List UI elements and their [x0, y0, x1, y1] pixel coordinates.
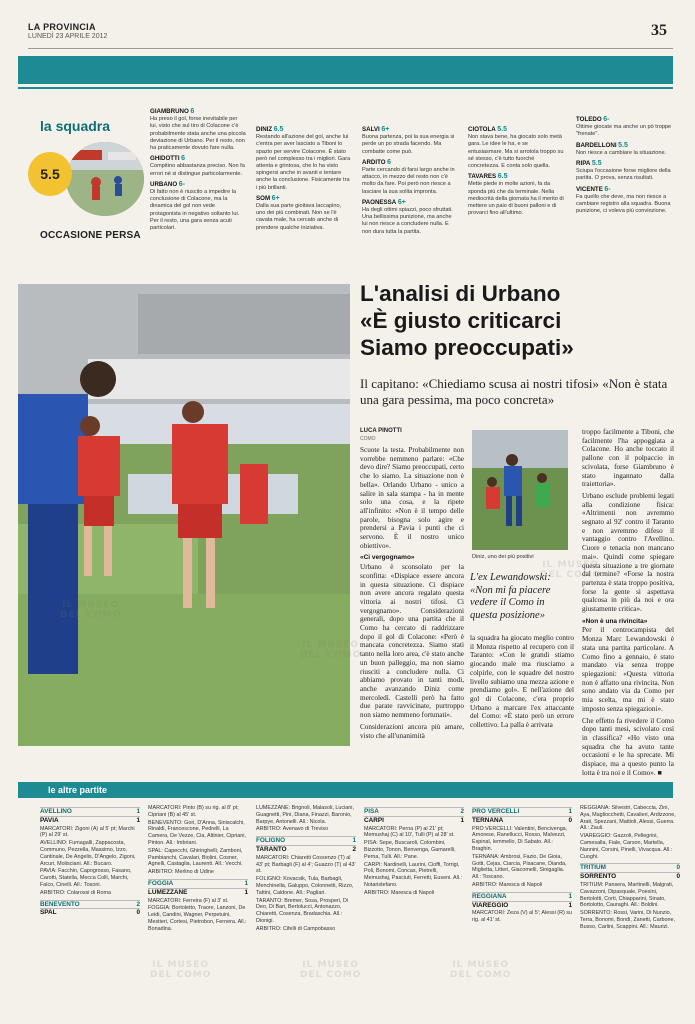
other-matches-banner: le altre partite — [18, 782, 673, 798]
ratings-column-5 — [576, 116, 674, 215]
results-column — [364, 804, 464, 1014]
result-detail-line: MARCATORI: Zigoni (A) al 5' pt; Marchi (P) al 29' st. — [40, 825, 135, 839]
rating-item: TOLEDO 6- Ottime giocate ma anche un pò troppe "frenate". — [576, 116, 672, 138]
main-match-photo — [18, 284, 350, 746]
headline-line: «È giusto criticarci — [360, 308, 562, 333]
result-detail-line: CARPI: Nardinelli, Laurini, Cioffi, Torrigi, Poli, Bonomi, Concas, Pietrelli, Memushaj, Pasciuti, Ferretti, Euseni. All.: Notaristefano. — [364, 861, 462, 888]
ratings-column-2 — [256, 126, 352, 232]
rating-item: BARDELLONI 5.5 Non riesce a cambiare la situazione. — [576, 141, 667, 156]
inset-photo — [472, 430, 568, 550]
result-detail-line: MARCATORI: Ferreira (F) al 3' st. — [148, 897, 229, 904]
top-teal-line — [18, 87, 673, 89]
ratings-column-4 — [468, 126, 564, 217]
article-subhead: Il capitano: «Chiediamo scusa ai nostri tifosi» «Non è stata una gara pessima, ma poco concreta» — [360, 376, 668, 407]
rating-item: CIOTOLA 5.5 Non stava bene, ha giocato solo metà gara. Le idee le ha, e se entusiasmare. Ma si arrotola troppo su sé stesso, c'è tutto fuorché concretezza. E conta solo quella. — [468, 126, 564, 170]
article-paragraph: Per il centrocampista del Monza Marc Lewandowski è stata una partita particolare. A Como fino a gennaio, è stato mandato via senza troppe spiegazioni: «Questa vittoria non è affatto una rivincita. Non sono andato via da Como per mia scelta, ma mi è stato imposto senza spiegazioni». — [582, 626, 674, 713]
rating-item: ARDITO 6 Parte cercando di farsi largo anche in attacco, in mezzo del resto non c'è molto da fare. Poi però non riesce a lasciare la sua solita impronta. — [362, 158, 455, 195]
article-subheading: «Non è una rivincita» — [582, 617, 648, 625]
rating-item: SALVI 6+ Buona partenza, poi la sua energia si perde un po strada facendo. Ma combatte come può. — [362, 126, 455, 155]
result-detail-line: MARCATORI: Chiaretti Cossenzo (T) al 43' pt; Barbagli (F) al 4'; Guazzo (T) al 43' st. — [256, 854, 356, 875]
top-teal-band — [18, 56, 673, 84]
rating-item: RIPA 5.5 Sciupa l'occasione forse migliore della partita. O prova, senza risultati. — [576, 160, 671, 182]
result-away-team: CARPI 1 — [364, 816, 464, 824]
result-detail-line: TERNANA: Ambrosi, Fazio, De Gioia, Gotti, Cejas, Ciarcia, Pisacane, Dianda, Miglietta, Litteri, Giacomelli, Sinigaglia. All.: Toscano. — [472, 853, 567, 881]
article-paragraph: Urbano esclude problemi legati alla condizione fisica: «Altrimenti non avremmo segnato al 92' contro il Taranto e non avremmo difeso il vantaggio contro l'Avellino. Cuore e tenacia non mancano mai». Quindi come spiegare questa situazione a tre giornate dal termine? «Forse la nostra partenza è stata troppo positiva, forse la gente si aspettava qualcosa in più da noi e ora giustamente critica». — [582, 491, 674, 614]
results-column — [580, 804, 680, 1014]
results-column — [148, 804, 248, 1014]
rating-item: GHIDOTTI 6 Compitino abbastanza preciso. Non fa errori né si distingue particolarmente. — [150, 155, 245, 177]
result-detail-line: ARBITRO: Cifelli di Campobasso — [256, 925, 336, 932]
ratings-column-1 — [150, 108, 246, 232]
result-detail-line: SPAL: Capecchi, Ghiringhelli, Zamboni, Pambianchi, Cavalari, Biolini, Cosner, Agnelli, Castaglia, Laurenti. All.: Vecchi. — [148, 847, 243, 868]
article-paragraph: Scuote la testa. Probabilmente non vorrebbe nemmeno parlare: «Che devo dire? Siamo preoccupati, certo che lo siamo. La situazione non è bella». Orlando Urbano - unico a salire in sala stampa - ha in mente solo una cosa, e la ripete all'infinito: «Non è il tempo delle parole, bisogna solo agire e prendersi a Pavia i punti che ci servono. È il nostro unico obiettivo». — [360, 446, 464, 550]
headline-line: Siamo preoccupati» — [360, 335, 574, 360]
rating-item: SOM 6+ Dalla sua parte gioitava laccapino, uno dei più combinati. Non se l'è cavata male, ha cercato anche di prendere qualche iniziativa. — [256, 194, 342, 231]
result-away-team: LUMEZZANE 1 — [148, 888, 248, 896]
result-detail-line: ARBITRO: Merlino di Udine — [148, 869, 214, 876]
result-detail-line: BENEVENTO: Gori, D'Anna, Siniscalchi, Rinaldi, Francescone, Pedrelli, La Camera, De Vezze, Cia, Altinier, Cipriani, Pinton. All.: Imbriani. — [148, 819, 246, 846]
result-detail-line: PAVIA: Facchin, Capogrosso, Fasano, Carotti, Statella, Mecca Colli, Marchi, Falco, Cinelli. All.: Tosoni. — [40, 868, 132, 888]
result-detail-line: FOLIGNO: Kovacsik, Tula, Barbagli, Menchinella, Galuppo, Colonnetti, Rizzo, Tattini, Caldone. All.: Pagliari. — [256, 876, 354, 896]
article-author: LUCA PINOTTI — [360, 428, 402, 434]
watermark: IL MUSEO DEL COMO — [150, 960, 212, 980]
article-column-3 — [582, 428, 674, 777]
watermark: IL MUSEO DEL COMO — [60, 600, 122, 620]
result-detail-line: TARANTO: Bremer, Sosa, Prosperi, Di Deo, Di Bari, Bertolucci, Antonazzo, Chiaretti, Cosenza, Bradaschia. All.: Dionigi. — [256, 897, 349, 924]
result-detail-line: REGGIANA: Silvestri, Cabeccia, Zini, Aya, Magliocchetti, Cavalieri, Ardizzone, Arati, Spezzani, Mattioli, Alessi, Guerra. All.: Zauli. — [580, 805, 676, 832]
results-column — [472, 804, 572, 1014]
result-home-team: PISA 2 — [364, 808, 464, 815]
squadra-caption: OCCASIONE PERSA — [40, 230, 141, 241]
rating-item: GIAMBRUNO 6 Ha preso il gol, forse inevitabile per lui, visto che sul tiro di Colacone c'è probabilmente stata anche una piccola deviazione di Urbano. Per il resto, non ha praticamente dovuto fare nulla. — [150, 108, 246, 152]
result-away-team: PAVIA 1 — [40, 816, 140, 824]
result-detail-line: ARBITRO: Colarossi di Roma — [40, 889, 111, 896]
result-home-team: REGGIANA 1 — [472, 892, 572, 900]
article-column-2 — [470, 634, 574, 730]
result-detail-line: MARCATORI: Zeza (V) al 5'; Alessi (R) su rig. al 41' st. — [472, 910, 572, 924]
rating-item: URBANO 6- Di fatto non è riuscito a impedire la conclusione di Colacone, ma la dinamica del gol non vede protagonista in negativo soltanto lui. Per il resto, una gara senza acuti particolari. — [150, 180, 240, 232]
result-away-team: SORRENTO 0 — [580, 873, 680, 881]
article-pull-quote: L'ex Lewandowski: «Non mi fa piacere vedere il Como in questa posizione» — [470, 572, 551, 621]
result-detail-line: SORRENTO: Rossi, Varini, Di Nunzio, Terra, Bonomi, Bondi, Zanetti, Carbone, Busso, Carlini, Scappini. All.: Maurizi. — [580, 910, 675, 930]
squadra-tag: la squadra — [40, 118, 111, 134]
article-column-1 — [360, 446, 464, 740]
watermark: IL MUSEO DEL COMO — [300, 960, 362, 980]
watermark: IL MUSEO DEL COMO — [300, 640, 362, 660]
result-detail-line: ARBITRO: Avenavo di Treviso — [256, 826, 329, 833]
result-detail-line: PISA: Sepe, Buscaroli, Colombini, Bizzotto, Tonon, Benvenga, Gamarelli, Perna, Tulli. All.: Pane. — [364, 840, 456, 860]
headline-line: L'analisi di Urbano — [360, 281, 561, 306]
result-detail-line: PRO VERCELLI: Valentini, Bencivenga, Arnorese, Ranellucci, Rosso, Malvezzi, Espinal, Iemmello, Di Sabato. All.: Braghin. — [472, 825, 568, 852]
result-home-team: TRITIUM 0 — [580, 864, 680, 872]
result-home-team: AVELLINO 1 — [40, 808, 140, 815]
squadra-thumbnail-photo — [66, 142, 144, 216]
result-home-team: PRO VERCELLI 1 — [472, 808, 572, 815]
result-detail-line: TRITIUM: Pansera, Martinelli, Malgrati, Cavazzoni, Dipasquale, Poesini, Bertolotti, Corti, Chiapparini, Sinato, Bortolotto, Cauraghi. All.: Boldini. — [580, 881, 674, 909]
article-paragraph: la squadra ha giocato meglio contro il Monza rispetto al recupero con il Taranto: «Con le grandi stiamo giocando male ma riusciamo a colpirle, con le squadre del nostro livello subiamo una mezza azione e prendiamo gol». E nell'azione del gol di Colacone, c'era proprio Urbano a marcare l'ex attaccante del Como: «È stato però un errore collettivo. La palla è arrivata — [470, 634, 574, 730]
watermark: IL MUSEO DEL COMO — [450, 960, 512, 980]
rating-item: PAONESSA 6+ Ha degli ottimi spiazzi, poco sfruttati. Una bellissima punizione, ma anche lui non riesce a concludere nulla. E non dura tutta la partita. — [362, 198, 453, 235]
results-column — [256, 804, 356, 1014]
team-vote-badge: 5.5 — [28, 152, 72, 196]
result-detail-line: ARBITRO: Maresca di Napoli — [472, 881, 543, 888]
result-away-team: TERNANA 0 — [472, 816, 572, 824]
ratings-column-3 — [362, 126, 458, 236]
result-detail-line: FOGGIA: Bortoletto, Traore, Lanzoni, De Leidi, Candini, Wagner, Perpetuini, Mestieri, Cortesi, Pietrobon, Fernera. All.: Bonadina. — [148, 905, 247, 932]
results-column — [40, 804, 140, 1014]
inset-photo-caption: Diniz, uno dei più positivi — [472, 554, 534, 560]
article-headline — [360, 280, 680, 361]
article-paragraph: Che effetto fa rivedere il Como dopo tanti mesi, scivolato così in classifica? «Ho visto una squadra che ha avuto tante occasioni e le ha sprecate. Mi dispiace, ma a questo punto la lotta è tra noi e il Como». ■ — [582, 716, 674, 777]
result-detail-line: LUMEZZANE: Brignoli, Malasoli, Luciani, Guagnetti, Pini, Diana, Finazzi, Baronio, Barpye, Antonelli. All.: Nicola. — [256, 805, 354, 825]
result-detail-line: MARCATORI: Pinto (B) su rig. al 8' pt; Cipriani (B) al 45' st. — [148, 805, 239, 818]
top-rule — [28, 48, 673, 49]
article-paragraph: Considerazioni ancora più amare, visto che all'unanimità — [360, 722, 464, 740]
rating-item: DINIZ 6.5 Restando all'azione del gol, anche lui c'entra per aver lasciato a Tiboni lo spazio per servire Colacone. È stato però nel complesso tra i migliori. Gara attenta e grintosa, che lo ha visto spingersi anche in avanti e tentare anche la conclusione. Fisicamente tra i più brillanti. — [256, 126, 351, 191]
masthead-paper: LA PROVINCIA — [28, 22, 96, 32]
result-detail-line: VIAREGGIO: Gazzoli, Pellegrini, Camesalla, Fiale, Carson, Martella, Nannini, Corsini, Pinelli, Vivacqua. All.: Cuoghi. — [580, 833, 673, 860]
page-number: 35 — [651, 22, 667, 39]
result-detail-line: MARCATORI: Perna (P) al 21' pt; Memushaj (C) al 10', Tulli (P) al 28' st. — [364, 825, 455, 839]
article-author-city: COMO — [360, 436, 376, 442]
result-detail-line: AVELLINO: Fumagalli, Zappacosta, Communo, Pezzella, Massimo, Izzo, Cantinale, De Angelis, D'Angelo, Zigoni, Arcuri, Molisciani. All.: Bucaro. — [40, 840, 136, 867]
result-home-team: FOGGIA 1 — [148, 879, 248, 887]
article-subheading: «Ci vergognamo» — [360, 554, 415, 562]
result-home-team: BENEVENTO 2 — [40, 900, 140, 908]
result-home-team: FOLIGNO 1 — [256, 837, 356, 845]
result-away-team: VIAREGGIO 1 — [472, 901, 572, 909]
result-detail-line: ARBITRO: Maresca di Napoli — [364, 889, 435, 896]
result-away-team: TARANTO 2 — [256, 845, 356, 853]
masthead-date: LUNEDÌ 23 APRILE 2012 — [28, 33, 108, 40]
watermark: IL MUSEO DEL COMO — [540, 560, 602, 580]
rating-item: TAVARES 6.5 Mette piede in molte azioni, fa da sponda più che da terminale. Nella mediocrità della giornata ha il merito di mettere un paio di buoni palloni e di provarci fino all'ultimo. — [468, 173, 564, 217]
result-away-team: SPAL 0 — [40, 909, 140, 917]
rating-item: VICENTE 6- Fa quello che deve, ma non riesce a cambiare registro alla squadra. Buona punizione, ci voleva più convinzione. — [576, 185, 671, 215]
article-paragraph: troppo facilmente a Tiboni, che facilmente l'ha appoggiata a Colacone. Ho anche toccato il pallone con il polpaccio in scivolata, forse Giambruno è stato ingannato dalla traiettoria». — [582, 428, 674, 489]
article-paragraph: Urbano è sconsolato per la sconfitta: «Dispiace essere ancora in questa situazione. Ci dispiace non avere ancora regalato questa vittoria ai nostri tifosi. Ci vergognamo». Considerazioni generali, dopo una partita che il Como ha cercato di raddrizzare dopo il gol di Colacone: «Però è mancata concretezza. Siamo stati tanto nella loro area, c'è stato anche un buon palleggio, ma non siamo riusciti a concludere nulla. Ci abbiamo provato in tanti modi, anche avanzando Diniz come mercoledì. Castelli però ha fatto due parate ravvicinate, purtroppo non siamo nemmeno fortunati». — [360, 563, 464, 720]
